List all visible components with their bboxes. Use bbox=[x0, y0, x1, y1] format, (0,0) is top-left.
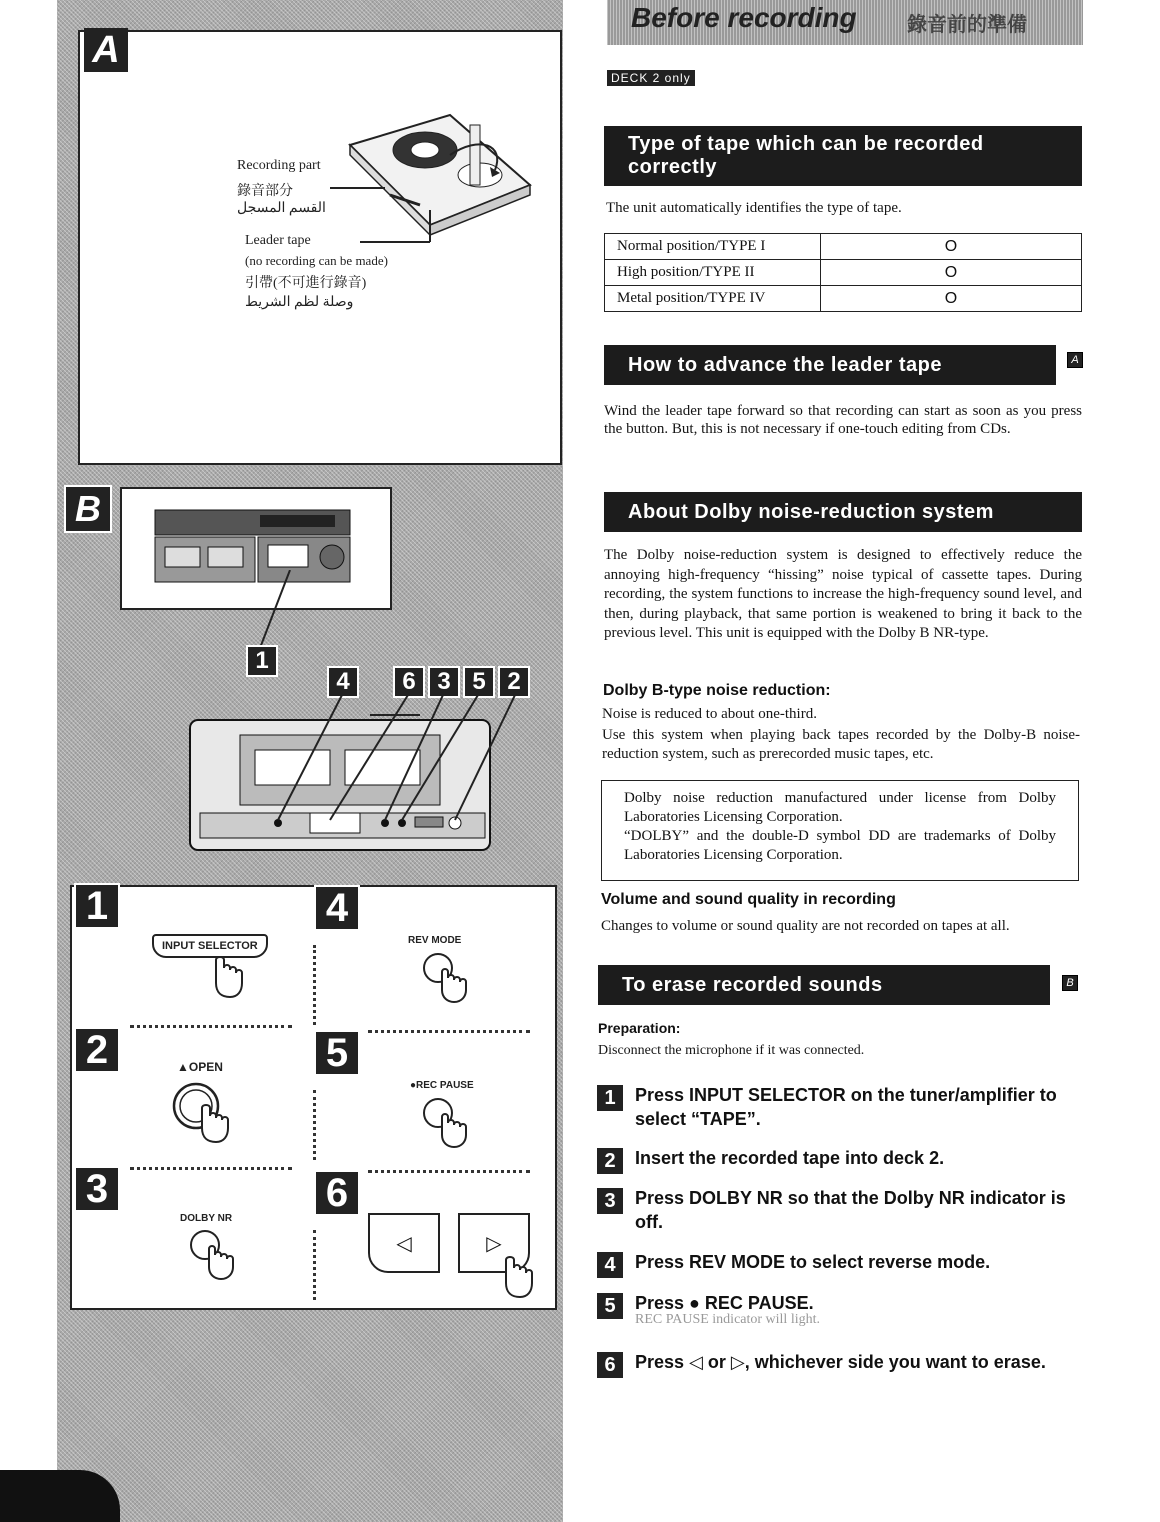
step-text: Press ◁ or ▷, whichever side you want to erase. bbox=[635, 1352, 1046, 1372]
license-text-2: “DOLBY” and the double-D symbol DD are trademarks of Dolby Laboratories Licensing Corporation. bbox=[624, 828, 1056, 863]
leader-tape-label: Leader tape bbox=[245, 233, 311, 248]
divider-dots bbox=[313, 945, 316, 1025]
step-panel-5-number: 5 bbox=[314, 1030, 360, 1076]
recording-part-label-ar: القسم المسجل bbox=[237, 201, 326, 216]
divider-dots bbox=[368, 1170, 530, 1173]
callout-lines-a bbox=[330, 180, 440, 250]
step-number: 3 bbox=[597, 1188, 623, 1214]
volume-text: Changes to volume or sound quality are not recorded on tapes at all. bbox=[601, 918, 1010, 934]
step-panel-3-number: 3 bbox=[74, 1166, 120, 1212]
leader-text: Wind the leader tape forward so that recording can start as soon as you press the button. But, this is not necessary if one-touch editing from CDs. bbox=[604, 403, 1082, 437]
tape-type-cell: Normal position/TYPE I bbox=[605, 234, 821, 260]
step-number: 2 bbox=[597, 1148, 623, 1174]
step-number: 1 bbox=[597, 1085, 623, 1111]
step-panel-4-number: 4 bbox=[314, 885, 360, 931]
divider-dots bbox=[130, 1167, 292, 1170]
volume-heading: Volume and sound quality in recording bbox=[601, 891, 896, 908]
dolby-heading: About Dolby noise-reduction system bbox=[604, 492, 1082, 532]
step-panel-6-number: 6 bbox=[314, 1170, 360, 1216]
recording-part-label: Recording part bbox=[237, 158, 321, 173]
erase-step-1 bbox=[597, 1083, 1082, 1133]
table-row bbox=[605, 234, 1082, 260]
pressing-hand-icon bbox=[498, 1255, 538, 1300]
rev-mode-button-icon bbox=[418, 948, 478, 1008]
tape-type-heading-line1: Type of tape which can be recorded bbox=[628, 133, 984, 155]
dolby-b-text-2: Use this system when playing back tapes recorded by the Dolby-B noise-reduction system, such as prerecorded music tapes, etc. bbox=[602, 727, 1080, 762]
dolby-b-text-1: Noise is reduced to about one-third. bbox=[602, 706, 817, 722]
page-header bbox=[607, 0, 1083, 45]
open-button-label: ▲OPEN bbox=[177, 1060, 223, 1074]
tape-type-mark: O bbox=[821, 234, 1082, 260]
recording-part-label-zh: 錄音部分 bbox=[237, 184, 293, 199]
tape-type-heading-line2: correctly bbox=[628, 156, 717, 178]
erase-step-6 bbox=[597, 1350, 1082, 1400]
rec-pause-note: REC PAUSE indicator will light. bbox=[635, 1312, 820, 1327]
input-selector-button: INPUT SELECTOR bbox=[152, 934, 268, 958]
leader-tape-label-zh: 引帶(不可進行錄音) bbox=[245, 276, 367, 291]
tape-type-cell: High position/TYPE II bbox=[605, 260, 821, 286]
license-text-1: Dolby noise reduction manufactured under license from Dolby Laboratories Licensing Corporation. bbox=[624, 790, 1056, 825]
play-forward-icon: ▷ bbox=[486, 1232, 502, 1255]
page-title-zh: 錄音前的準備 bbox=[907, 14, 1027, 36]
play-reverse-icon: ◁ bbox=[396, 1232, 412, 1255]
rec-pause-button-icon bbox=[418, 1093, 478, 1153]
leader-tape-note: (no recording can be made) bbox=[245, 253, 388, 268]
tape-type-intro: The unit automatically identifies the type of tape. bbox=[606, 200, 902, 216]
callout-2: 2 bbox=[498, 666, 530, 698]
erase-step-3 bbox=[597, 1186, 1082, 1236]
pressing-hand-icon bbox=[208, 955, 248, 1000]
leader-heading: How to advance the leader tape bbox=[604, 345, 1056, 385]
callout-line-1 bbox=[255, 570, 295, 650]
step-number: 6 bbox=[597, 1352, 623, 1378]
step-text: Press REV MODE to select reverse mode. bbox=[635, 1252, 991, 1272]
table-row bbox=[605, 286, 1082, 312]
panel-b-badge: B bbox=[64, 485, 112, 533]
panel-a-badge: A bbox=[84, 28, 128, 72]
callout-3: 3 bbox=[428, 666, 460, 698]
erase-step-4 bbox=[597, 1250, 1082, 1280]
divider-dots bbox=[368, 1030, 530, 1033]
step-panel-1-number: 1 bbox=[74, 883, 120, 929]
step-text: Press INPUT SELECTOR on the tuner/amplifier to select “TAPE”. bbox=[635, 1085, 1057, 1129]
tape-type-mark: O bbox=[821, 286, 1082, 312]
erase-step-2 bbox=[597, 1146, 1082, 1176]
open-button-icon bbox=[168, 1078, 238, 1148]
page-title: Before recording bbox=[631, 2, 857, 33]
callout-6: 6 bbox=[393, 666, 425, 698]
divider-dots bbox=[313, 1090, 316, 1160]
stereo-system-illustration bbox=[150, 505, 355, 590]
step-text: Press ● REC PAUSE. bbox=[635, 1293, 814, 1313]
tape-type-mark: O bbox=[821, 260, 1082, 286]
dolby-nr-button-label: DOLBY NR bbox=[180, 1213, 233, 1224]
dolby-b-heading: Dolby B-type noise reduction: bbox=[603, 682, 831, 699]
dolby-text: The Dolby noise-reduction system is designed to effectively reduce the annoying high-frequency “hissing” noise typical of cassette tapes. During recording, the system functions to increase the high-frequency sound level, and then, during playback, that same portion is weakened to bring it back to the previous level. This unit is equipped with the Dolby B NR-type. bbox=[604, 547, 1082, 641]
tape-type-table bbox=[604, 233, 1082, 312]
table-row bbox=[605, 260, 1082, 286]
dolby-license-note bbox=[601, 780, 1079, 881]
rev-mode-button-label: REV MODE bbox=[408, 935, 462, 946]
preparation-heading: Preparation: bbox=[598, 1020, 681, 1036]
page-edge-shadow bbox=[0, 1470, 120, 1522]
leader-tape-label-ar: وصلة لظم الشريط bbox=[245, 295, 354, 310]
step-number: 5 bbox=[597, 1293, 623, 1319]
divider-dots bbox=[313, 1230, 316, 1300]
rec-pause-button-label: ●REC PAUSE bbox=[410, 1080, 474, 1091]
erase-heading: To erase recorded sounds bbox=[598, 965, 1050, 1005]
step-number: 4 bbox=[597, 1252, 623, 1278]
step-text: Press DOLBY NR so that the Dolby NR indicator is off. bbox=[635, 1188, 1066, 1232]
callout-1: 1 bbox=[246, 645, 278, 677]
cassette-deck-illustration bbox=[180, 695, 520, 870]
tape-type-heading bbox=[604, 126, 1082, 186]
callout-4: 4 bbox=[327, 666, 359, 698]
deck-2-only-tag: DECK 2 only bbox=[607, 70, 695, 86]
play-reverse-button bbox=[368, 1213, 440, 1273]
tape-type-cell: Metal position/TYPE IV bbox=[605, 286, 821, 312]
figure-b-ref: B bbox=[1062, 975, 1078, 991]
callout-5: 5 bbox=[463, 666, 495, 698]
dolby-nr-button-icon bbox=[185, 1225, 245, 1285]
step-text: Insert the recorded tape into deck 2. bbox=[635, 1148, 945, 1168]
divider-dots bbox=[130, 1025, 292, 1028]
figure-a-ref: A bbox=[1067, 352, 1083, 368]
step-panel-2-number: 2 bbox=[74, 1027, 120, 1073]
preparation-text: Disconnect the microphone if it was connected. bbox=[598, 1043, 865, 1058]
